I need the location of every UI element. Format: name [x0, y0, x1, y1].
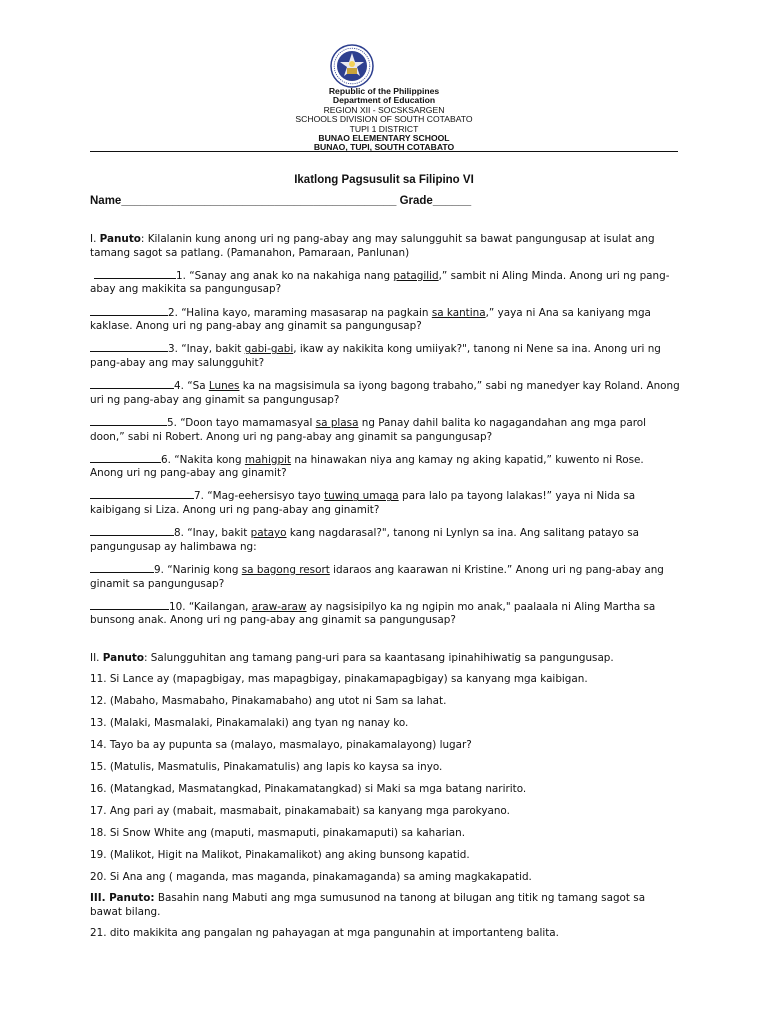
question-item: [90, 525, 680, 554]
part2-instructions: [90, 652, 680, 666]
part3-label: III. Panuto:: [90, 892, 155, 905]
question-text: 4. “Sa: [174, 380, 209, 393]
question-item: 17. Ang pari ay (mabait, masmabait, pinakamabait) sa kanyang mga parokyano.: [90, 804, 510, 817]
question-text: ka na magsisimula sa iyong bagong trabaho,” sabi ng manedyer kay Roland. Anong uri ng pang-abay ang ginamit sa pangungusap?: [90, 380, 680, 406]
part3-text: Basahin nang Mabuti ang mga sumusunod na tanong at bilugan ang titik ng tamang sagot sa bawat bilang.: [90, 892, 646, 918]
question-text: kang nagdarasal?", tanong ni Lynlyn sa ina. Ang salitang patayo sa pangungusap ay halimbawa ng:: [90, 527, 639, 553]
answer-blank[interactable]: [90, 415, 167, 426]
part1-text: : Kilalanin kung anong uri ng pang-abay ang may salungguhit sa bawat pangungusap at isulat ang tamang sagot sa patlang. (Pamanahon, Pamaraan, Panlunan): [90, 233, 655, 259]
question-item: 18. Si Snow White ang (maputi, masmaputi, pinakamaputi) sa kaharian.: [90, 826, 466, 839]
header-department: Department of Education: [332, 95, 436, 106]
part2-number: II.: [90, 651, 103, 664]
underlined-adverb: sa kantina: [431, 306, 486, 319]
question-item: 20. Si Ana ang ( maganda, mas maganda, pinakamaganda) sa aming magkakapatid.: [90, 870, 532, 883]
answer-blank[interactable]: [90, 378, 174, 389]
question-text: 10. “Kailangan,: [169, 600, 252, 613]
header-address: BUNAO, TUPI, SOUTH COTABATO: [313, 142, 455, 153]
header-divider: [90, 151, 678, 152]
name-blank[interactable]: ___________________________________________: [121, 195, 397, 207]
name-label: Name: [90, 195, 122, 207]
question-item: [90, 599, 680, 628]
underlined-adverb: sa plasa: [315, 416, 359, 429]
header-school: BUNAO ELEMENTARY SCHOOL: [318, 133, 450, 144]
section-gap: [90, 636, 680, 652]
test-title: Ikatlong Pagsusulit sa Filipino VI: [294, 174, 474, 186]
question-item: [90, 305, 680, 334]
underlined-adverb: sa bagong resort: [241, 564, 330, 577]
answer-blank[interactable]: [90, 305, 168, 316]
question-text: 9. “Narinig kong: [154, 564, 242, 577]
question-text: 2. “Halina kayo, maraming masasarap na pagkain: [168, 306, 432, 319]
question-item: [90, 562, 680, 591]
answer-blank[interactable]: [90, 341, 168, 352]
question-item: 12. (Mabaho, Masmabaho, Pinakamabaho) ang utot ni Sam sa lahat.: [90, 695, 447, 708]
header-region: REGION XII - SOCSKSARGEN: [323, 104, 445, 115]
underlined-adverb: tuwing umaga: [324, 490, 399, 503]
underlined-adverb: gabi-gabi: [244, 343, 294, 356]
question-text: 7. “Mag-eehersisyo tayo: [194, 490, 325, 503]
question-text: 8. “Inay, bakit: [174, 527, 251, 540]
answer-blank[interactable]: [94, 268, 176, 279]
underlined-adverb: Lunes: [208, 380, 240, 393]
underlined-adverb: mahigpit: [244, 453, 292, 466]
question-text: na hinawakan niya ang kamay ng aking kapatid,” kuwento ni Rose. Anong uri ng pang-abay ang ginamit?: [90, 453, 644, 480]
question-item: [90, 378, 680, 407]
question-item: [90, 452, 680, 481]
question-item: 14. Tayo ba ay pupunta sa (malayo, masmalayo, pinakamalayong) lugar?: [90, 739, 472, 752]
question-text: ng Panay dahil balita ko nagagandahan ang mga parol doon,” sabi ni Robert. Anong uri ng pang-abay ang ginamit sa pangungusap?: [90, 416, 646, 443]
question-text: 5. “Doon tayo mamamasyal: [167, 416, 316, 429]
name-grade-line: [90, 195, 471, 207]
part1-label: Panuto: [99, 233, 141, 245]
test-body: [90, 233, 680, 948]
question-text: 3. “Inay, bakit: [168, 343, 245, 356]
deped-seal-icon: [330, 44, 374, 88]
grade-label: Grade: [399, 195, 433, 207]
answer-blank[interactable]: [90, 525, 174, 536]
school-header: [90, 87, 678, 153]
part3-instructions: [90, 892, 680, 919]
grade-blank[interactable]: ______: [432, 195, 472, 207]
question-item: [90, 415, 680, 444]
question-text: , ikaw ay nakikita kong umiiyak?", tanong ni Nene sa ina. Anong uri ng pang-abay ang may salungguhit?: [90, 343, 661, 369]
question-item: 19. (Malikot, Higit na Malikot, Pinakamalikot) ang aking bunsong kapatid.: [90, 848, 470, 861]
question-item: 21. dito makikita ang pangalan ng pahayagan at mga pangunahin at importanteng balita.: [90, 927, 559, 940]
part2-label: Panuto: [102, 651, 144, 664]
question-item: [90, 341, 680, 370]
question-text: para lalo pa tayong lalakas!” yaya ni Nida sa kaibigang si Liza. Anong uri ng pang-abay ang ginamit?: [90, 490, 636, 517]
question-text: idaraos ang kaarawan ni Kristine.” Anong uri ng pang-abay ang ginamit sa pangungusap?: [90, 564, 664, 590]
part2-text: : Salungguhitan ang tamang pang-uri para sa kaantasang ipinahihiwatig sa pangungusap.: [144, 651, 614, 664]
question-item: 13. (Malaki, Masmalaki, Pinakamalaki) ang tyan ng nanay ko.: [90, 717, 409, 730]
underlined-adverb: patayo: [250, 527, 287, 540]
answer-blank[interactable]: [90, 452, 161, 463]
answer-blank[interactable]: [90, 488, 194, 499]
question-item: 15. (Matulis, Masmatulis, Pinakamatulis) ang lapis ko kaysa sa inyo.: [90, 761, 443, 774]
part1-instructions: [90, 233, 680, 260]
question-text: ay nagsisipilyo ka ng ngipin mo anak," paalaala ni Aling Martha sa bunsong anak. Anong uri ng pang-abay ang ginamit sa pangungusap?: [90, 600, 656, 627]
question-item: [90, 488, 680, 517]
question-text: ,” yaya ni Ana sa kaniyang mga kaklase. Anong uri ng pang-abay ang ginamit sa pangungusap?: [90, 306, 651, 333]
answer-blank[interactable]: [90, 562, 154, 573]
question-item: [90, 268, 680, 297]
header-republic: Republic of the Philippines: [328, 86, 440, 96]
question-item: 11. Si Lance ay (mapagbigay, mas mapagbigay, pinakamapagbigay) sa kanyang mga kaibigan.: [90, 673, 588, 686]
question-item: 16. (Matangkad, Masmatangkad, Pinakamatangkad) si Maki sa mga batang naririto.: [90, 782, 527, 795]
question-text: 6. “Nakita kong: [161, 453, 245, 466]
question-text: 1. “Sanay ang anak ko na nakahiga nang: [176, 269, 394, 282]
part1-number: I.: [90, 233, 100, 245]
answer-blank[interactable]: [90, 599, 169, 610]
header-district: TUPI 1 DISTRICT: [349, 123, 419, 134]
question-text: ,” sambit ni Aling Minda. Anong uri ng pang-abay ang makikita sa pangungusap?: [90, 269, 670, 296]
underlined-adverb: patagilid: [393, 269, 439, 282]
header-division: SCHOOLS DIVISION OF SOUTH COTABATO: [295, 114, 473, 125]
underlined-adverb: araw-araw: [251, 600, 307, 613]
